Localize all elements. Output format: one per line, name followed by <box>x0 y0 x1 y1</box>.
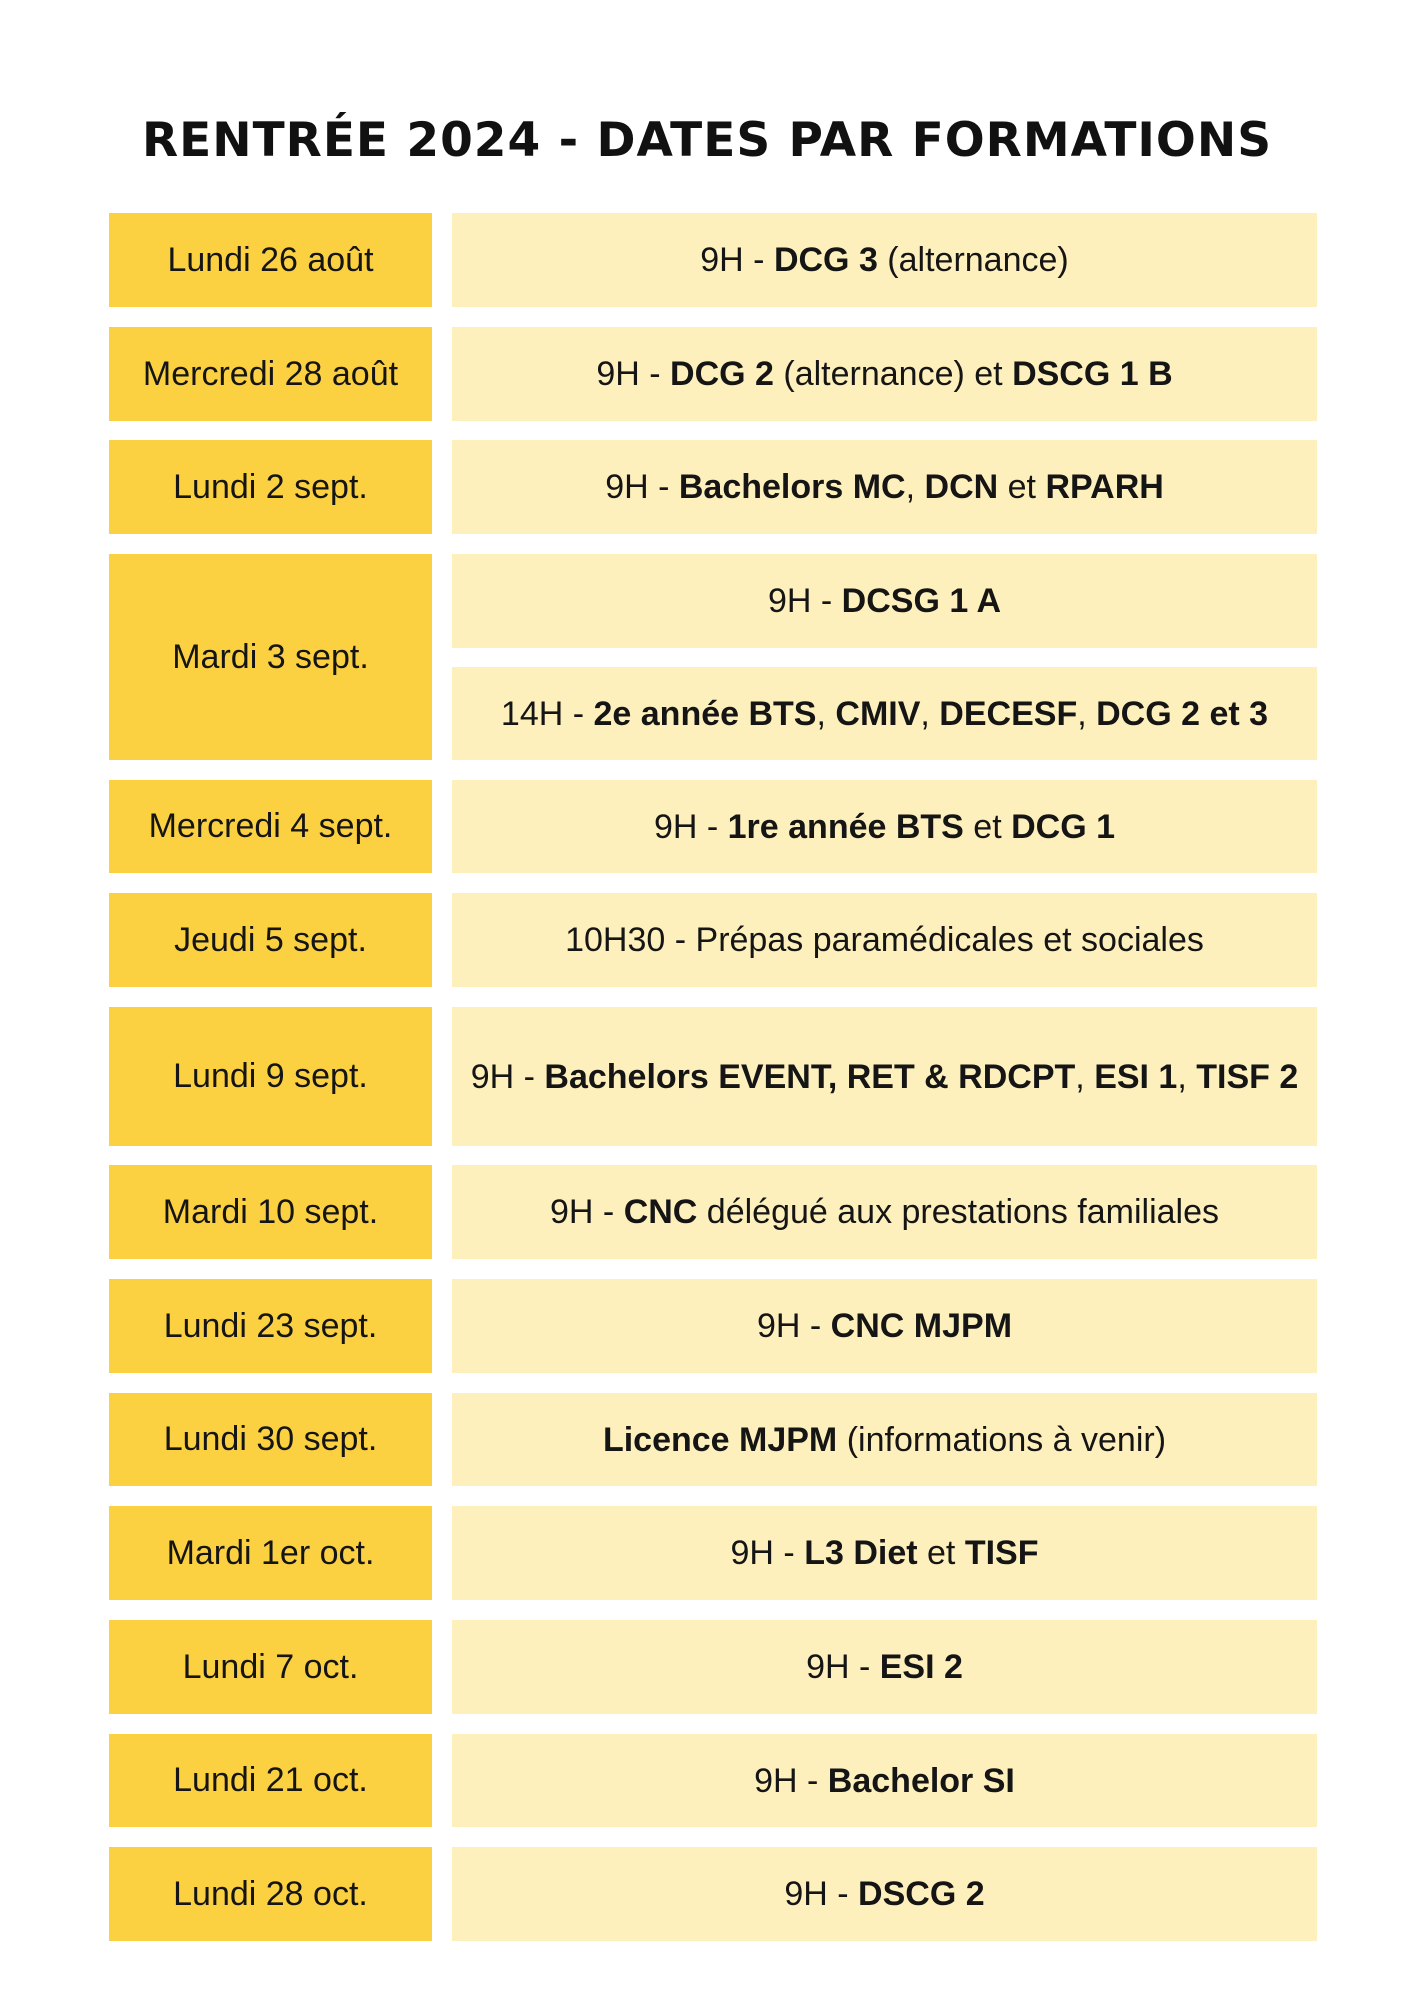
event-text-bold: DCG 2 et 3 <box>1096 694 1269 733</box>
event-text-bold: Licence MJPM <box>602 1420 838 1459</box>
event-text <box>501 690 1268 738</box>
event-text <box>550 1188 1219 1236</box>
event-text-regular: , <box>816 694 836 733</box>
event-text-bold: Bachelors EVENT, RET & RDCPT <box>544 1057 1076 1096</box>
event-text-regular: 9H - <box>653 807 728 846</box>
event-cell <box>452 667 1317 760</box>
event-text-bold: Bachelor SI <box>827 1761 1015 1800</box>
event-text-bold: CMIV <box>835 694 921 733</box>
event-text-bold: DECESF <box>939 694 1078 733</box>
event-text-regular: et <box>917 1534 965 1572</box>
date-cell: Mardi 1er oct. <box>109 1506 432 1600</box>
event-text-regular: 9H - <box>754 1761 828 1800</box>
page-title: RENTRÉE 2024 - DATES PAR FORMATIONS <box>141 113 1273 168</box>
event-text-bold: DCN <box>924 468 999 506</box>
event-text-bold: TISF 2 <box>1196 1057 1299 1096</box>
event-text-bold: DCG 1 <box>1011 807 1116 846</box>
event-text-regular: délégué aux prestations familiales <box>697 1193 1219 1231</box>
date-cell: Lundi 30 sept. <box>109 1393 432 1486</box>
event-text-regular: et <box>963 807 1012 846</box>
event-text-regular: 9H - <box>730 1534 805 1572</box>
date-cell: Lundi 28 oct. <box>109 1847 432 1941</box>
event-text-bold: ESI 1 <box>1094 1057 1178 1096</box>
event-cell <box>452 213 1317 307</box>
event-text <box>605 463 1164 511</box>
event-text-regular: 10H30 - Prépas paramédicales et sociales <box>565 921 1204 959</box>
event-text-bold: TISF <box>964 1534 1039 1572</box>
date-cell: Mardi 10 sept. <box>109 1165 432 1259</box>
event-cell <box>452 1393 1317 1486</box>
date-cell: Mercredi 28 août <box>109 327 432 421</box>
event-text-regular: 9H - <box>756 1307 831 1345</box>
date-cell: Lundi 2 sept. <box>109 440 432 534</box>
event-text-regular: 9H - <box>596 355 671 393</box>
event-cell <box>452 1847 1317 1941</box>
event-cell <box>452 1620 1317 1714</box>
event-text <box>731 1529 1039 1577</box>
event-cell <box>452 1506 1317 1600</box>
event-text <box>596 350 1172 398</box>
event-text <box>700 236 1068 284</box>
event-text <box>757 1302 1012 1350</box>
event-cell <box>452 554 1317 648</box>
event-text-regular: , <box>1077 694 1097 733</box>
event-text-regular: , <box>1177 1057 1197 1096</box>
event-text-bold: CNC MJPM <box>830 1307 1013 1345</box>
event-text-regular: 9H - <box>700 241 774 279</box>
event-text-regular: 14H - <box>500 694 594 733</box>
event-text-bold: DCSG 1 A <box>841 582 1001 620</box>
date-cell: Jeudi 5 sept. <box>109 893 432 987</box>
event-text-regular: , <box>920 694 940 733</box>
event-text-regular: 9H - <box>470 1057 545 1096</box>
event-text-bold: Bachelors MC <box>678 468 906 506</box>
event-text-bold: 1re année BTS <box>727 807 964 846</box>
event-cell <box>452 1734 1317 1827</box>
date-cell: Lundi 7 oct. <box>109 1620 432 1714</box>
event-cell <box>452 1165 1317 1259</box>
event-text <box>565 916 1204 964</box>
event-cell <box>452 780 1317 873</box>
date-cell: Mercredi 4 sept. <box>109 780 432 873</box>
event-text <box>754 1757 1015 1805</box>
event-text <box>603 1416 1166 1464</box>
event-text-regular: , <box>905 468 925 506</box>
event-text-bold: DCG 3 <box>773 241 878 279</box>
date-cell: Lundi 9 sept. <box>109 1007 432 1146</box>
event-text-bold: DSCG 2 <box>858 1875 985 1913</box>
event-cell <box>452 440 1317 534</box>
event-text-regular: et <box>998 468 1046 506</box>
event-text-bold: RPARH <box>1045 468 1164 506</box>
event-text <box>654 803 1115 851</box>
event-cell <box>452 327 1317 421</box>
event-text-bold: CNC <box>623 1193 698 1231</box>
event-text-regular: , <box>1075 1057 1095 1096</box>
event-text-bold: L3 Diet <box>804 1534 918 1572</box>
event-text <box>471 1053 1299 1101</box>
date-cell: Lundi 21 oct. <box>109 1734 432 1827</box>
event-text-regular: 9H - <box>784 1875 859 1913</box>
event-cell <box>452 893 1317 987</box>
event-text <box>806 1643 963 1691</box>
event-text-regular: (alternance) et <box>773 355 1013 393</box>
date-cell: Mardi 3 sept. <box>109 554 432 760</box>
event-cell <box>452 1279 1317 1373</box>
date-cell: Lundi 26 août <box>109 213 432 307</box>
event-text-bold: DSCG 1 B <box>1012 355 1173 393</box>
event-text-regular: (alternance) <box>877 241 1069 279</box>
event-text-regular: 9H - <box>605 468 679 506</box>
date-cell: Lundi 23 sept. <box>109 1279 432 1373</box>
event-text-regular: 9H - <box>767 582 842 620</box>
event-text-regular: (informations à venir) <box>837 1420 1167 1459</box>
event-text-regular: 9H - <box>550 1193 624 1231</box>
event-text-bold: DCG 2 <box>670 355 774 393</box>
event-text-bold: 2e année BTS <box>593 694 817 733</box>
event-text <box>784 1870 984 1918</box>
event-cell <box>452 1007 1317 1146</box>
event-text-bold: ESI 2 <box>879 1648 963 1686</box>
event-text-regular: 9H - <box>806 1648 880 1686</box>
event-text <box>768 577 1001 625</box>
